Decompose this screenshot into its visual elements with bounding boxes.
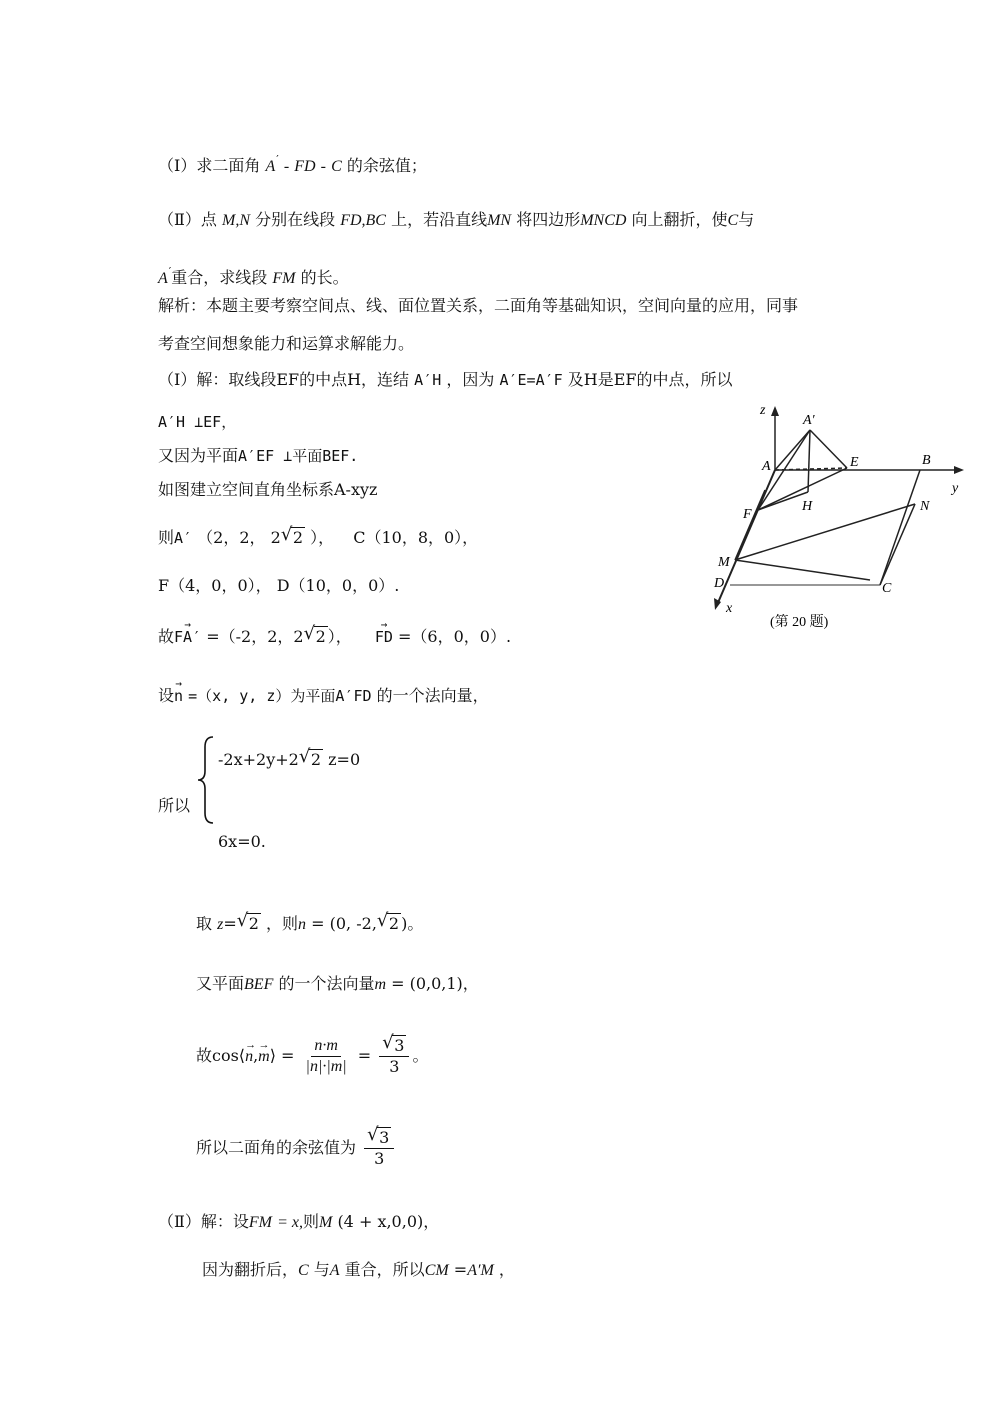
system-label: 所以 bbox=[158, 796, 191, 815]
solution2-line1: （Ⅱ）解：设FM = x,则M (4 + x,0,0)， bbox=[158, 1212, 440, 1231]
solution1-line7: 故 → FA′ =（-2，2，2 √ 2 ）， → FD =（6，0，0）. bbox=[158, 618, 512, 646]
solution1-line6: F（4，0，0）， D（10，0，0）. bbox=[158, 576, 400, 595]
label-A: A bbox=[762, 459, 771, 474]
vector-n: → n bbox=[245, 1039, 257, 1065]
label-E: E bbox=[850, 455, 859, 470]
solution1-line5: 则A′ （2，2， 2 √ 2 ）， C（10，8，0）， bbox=[158, 524, 479, 547]
part2-question-line1: （Ⅱ）点 M,N 分别在线段 FD,BC 上，若沿直线MN 将四边形MNCD 向上翻折，使C与 bbox=[158, 210, 755, 229]
label-Aprime: A′ bbox=[803, 413, 815, 428]
sqrt-symbol: √ 2 bbox=[376, 910, 400, 933]
label-B: B bbox=[922, 453, 931, 468]
bef-normal-line: 又平面BEF 的一个法向量m = (0,0,1)， bbox=[196, 974, 479, 993]
solution1-line8: 设 → n =（x, y, z）为平面A′FD 的一个法向量， bbox=[158, 677, 489, 705]
vector-m: → m bbox=[258, 1039, 270, 1065]
label-N: N bbox=[920, 499, 930, 514]
solution1-line2: A′H ⊥EF， bbox=[158, 413, 237, 431]
z-arrow bbox=[771, 406, 779, 416]
part1-question: （Ⅰ）求二面角 A′ - FD - C 的余弦值； bbox=[158, 153, 427, 175]
cosine-fraction: $\frac{n\cdot m}{|n|\cdot|m|}$ bbox=[305, 1037, 347, 1075]
sqrt-symbol: √ 2 bbox=[298, 746, 322, 769]
result-fraction: √ 3 3 bbox=[379, 1036, 409, 1077]
left-brace bbox=[196, 735, 216, 825]
label-x: x bbox=[726, 601, 733, 616]
y-arrow bbox=[954, 466, 964, 474]
label-y: y bbox=[952, 481, 959, 496]
sqrt-symbol: √ 2 bbox=[236, 910, 259, 933]
part2-question-line2: A′重合，求线段 FM 的长。 bbox=[158, 265, 349, 287]
solution1-line3: 又因为平面A′EF ⊥平面BEF. bbox=[158, 446, 359, 465]
solution1-line1: （Ⅰ）解：取线段EF的中点H，连结 A′H ，因为 A′E=A′F 及H是EF的中点，所以 bbox=[158, 370, 733, 389]
vector-n: → n bbox=[174, 677, 184, 705]
sqrt-symbol: √ 2 bbox=[303, 623, 326, 646]
solution2-line2: 因为翻折后，C 与A 重合，所以CM =A′M ， bbox=[202, 1260, 515, 1279]
label-H: H bbox=[802, 499, 813, 514]
analysis-line2: 考查空间想象能力和运算求解能力。 bbox=[158, 334, 415, 353]
take-z-line: 取 z= √ 2 ，则n = (0, -2, √ 2 )。 bbox=[196, 910, 424, 933]
system-eq2: 6x=0. bbox=[218, 832, 266, 851]
answer-fraction: √ 3 3 bbox=[364, 1128, 394, 1169]
label-z: z bbox=[760, 403, 766, 418]
cosine-line: 故cos⟨ → n, → m⟩ = $\frac{n\cdot m}{|n|\cdot|m|}$ = √ 3 3 。 bbox=[196, 1032, 429, 1076]
analysis-line1: 解析：本题主要考察空间点、线、面位置关系，二面角等基础知识，空间向量的应用，同事 bbox=[158, 296, 799, 315]
system-eq1: -2x+2y+2 √ 2 z=0 bbox=[218, 746, 361, 769]
sqrt-symbol: √ 2 bbox=[280, 524, 304, 547]
solution1-line4: 如图建立空间直角坐标系A-xyz bbox=[158, 480, 378, 499]
geometry-figure bbox=[690, 400, 980, 640]
label-D: D bbox=[714, 576, 725, 591]
label-M: M bbox=[718, 555, 730, 570]
vector-FA: → FA′ bbox=[174, 618, 202, 646]
label-C: C bbox=[882, 581, 892, 596]
label-F: F bbox=[743, 507, 752, 522]
answer-line: 所以二面角的余弦值为 √ 3 3 bbox=[196, 1128, 397, 1169]
figure-caption: (第 20 题) bbox=[770, 615, 829, 630]
vector-FD: → FD bbox=[374, 618, 393, 646]
